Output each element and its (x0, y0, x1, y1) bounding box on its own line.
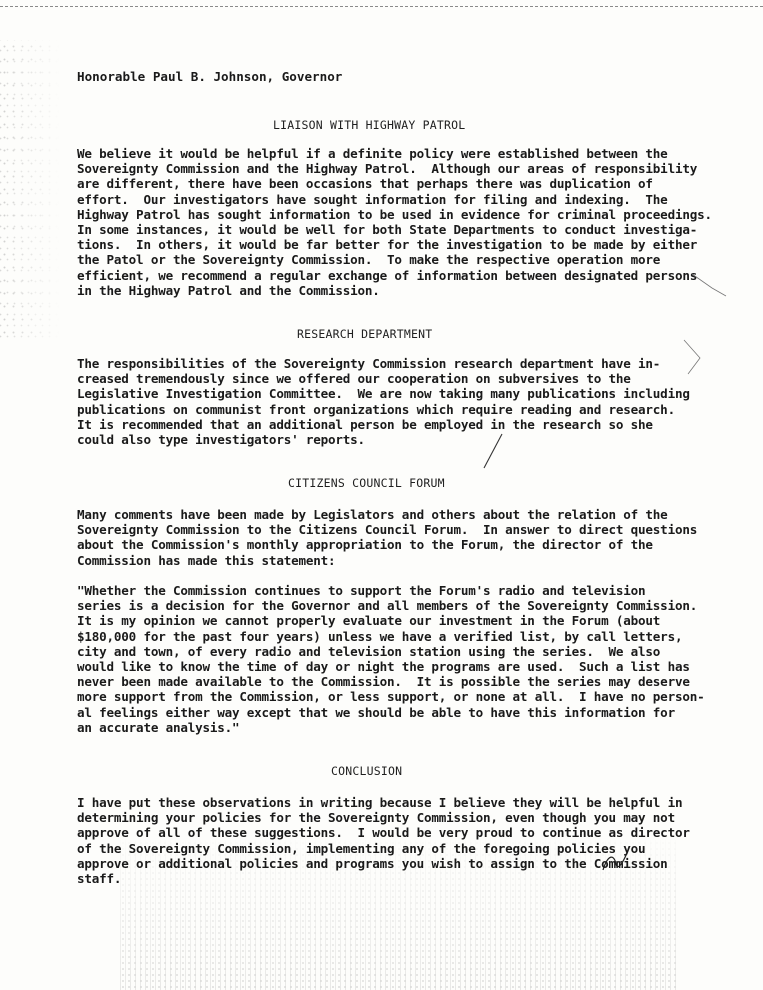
text-line: determining your policies for the Sovereignty Commission, even though you may not (77, 810, 675, 826)
text-line: of the Sovereignty Commission, implementing any of the foregoing policies you (77, 840, 646, 856)
text-line: could also type investigators' reports. (77, 432, 365, 448)
text-line: tions. In others, it would be far better for the investigation to be made by either (77, 237, 698, 253)
text-line: I have put these observations in writing because I believe they will be helpful in (77, 795, 683, 810)
section-body-forum (77, 507, 697, 568)
text-line: creased tremendously since we offered our cooperation on subversives to the (77, 371, 631, 387)
addressee-line: Honorable Paul B. Johnson, Governor (77, 69, 343, 84)
text-line: publications on communist front organizations which require reading and research. (77, 401, 675, 417)
text-line: Many comments have been made by Legislators and others about the relation of the (77, 507, 668, 522)
quote-line: never been made available to the Commission. It is possible the series may deserve (77, 674, 690, 690)
quote-line: "Whether the Commission continues to support the Forum's radio and television (77, 583, 646, 598)
text-line: are different, there have been occasions that perhaps there was duplication of (77, 176, 653, 192)
quote-line: $180,000 for the past four years) unless we have a verified list, by call letters, (77, 628, 683, 644)
text-line: effort. Our investigators have sought information for filing and indexing. The (77, 191, 668, 207)
quote-line: series is a decision for the Governor and all members of the Sovereignty Commission. (77, 598, 698, 614)
text-line: about the Commission's monthly appropriation to the Forum, the director of the (77, 537, 653, 553)
text-line: In some instances, it would be well for both State Departments to conduct investiga- (77, 222, 698, 238)
text-line: approve or additional policies and programs you wish to assign to the Commission (77, 855, 668, 871)
director-quote (77, 583, 704, 735)
quote-line: would like to know the time of day or night the programs are used. Such a list has (77, 659, 690, 675)
scan-noise-left (0, 40, 60, 340)
section-heading-liaison: LIAISON WITH HIGHWAY PATROL (273, 118, 466, 132)
text-line: staff. (77, 871, 122, 887)
text-line: Sovereignty Commission to the Citizens Council Forum. In answer to direct questions (77, 522, 698, 538)
section-body-liaison (77, 146, 712, 298)
text-line: efficient, we recommend a regular exchange of information between designated persons (77, 267, 698, 283)
section-heading-conclusion: CONCLUSION (331, 764, 403, 778)
section-heading-research: RESEARCH DEPARTMENT (297, 327, 433, 341)
section-body-conclusion (77, 795, 690, 886)
text-line: It is recommended that an additional person be employed in the research so she (77, 416, 653, 432)
text-line: the Patol or the Sovereignty Commission. To make the respective operation more (77, 252, 661, 268)
section-heading-forum: CITIZENS COUNCIL FORUM (288, 476, 445, 490)
quote-line: It is my opinion we cannot properly evaluate our investment in the Forum (about (77, 613, 661, 629)
quote-line: city and town, of every radio and television station using the series. We also (77, 643, 661, 659)
text-line: in the Highway Patrol and the Commission. (77, 282, 380, 298)
text-line: Commission has made this statement: (77, 552, 336, 568)
text-line: We believe it would be helpful if a definite policy were established between the (77, 146, 668, 161)
text-line: approve of all of these suggestions. I would be very proud to continue as director (77, 825, 690, 841)
top-border-dashes (0, 6, 763, 7)
quote-line: an accurate analysis." (77, 719, 240, 735)
quote-line: al feelings either way except that we should be able to have this information for (77, 704, 675, 720)
text-line: The responsibilities of the Sovereignty Commission research department have in- (77, 356, 661, 371)
text-line: Highway Patrol has sought information to be used in evidence for criminal proceedings. (77, 206, 712, 222)
text-line: Sovereignty Commission and the Highway Patrol. Although our areas of responsibility (77, 161, 698, 177)
text-line: Legislative Investigation Committee. We are now taking many publications including (77, 386, 690, 402)
quote-line: more support from the Commission, or less support, or none at all. I have no person- (77, 689, 705, 705)
section-body-research (77, 356, 690, 447)
